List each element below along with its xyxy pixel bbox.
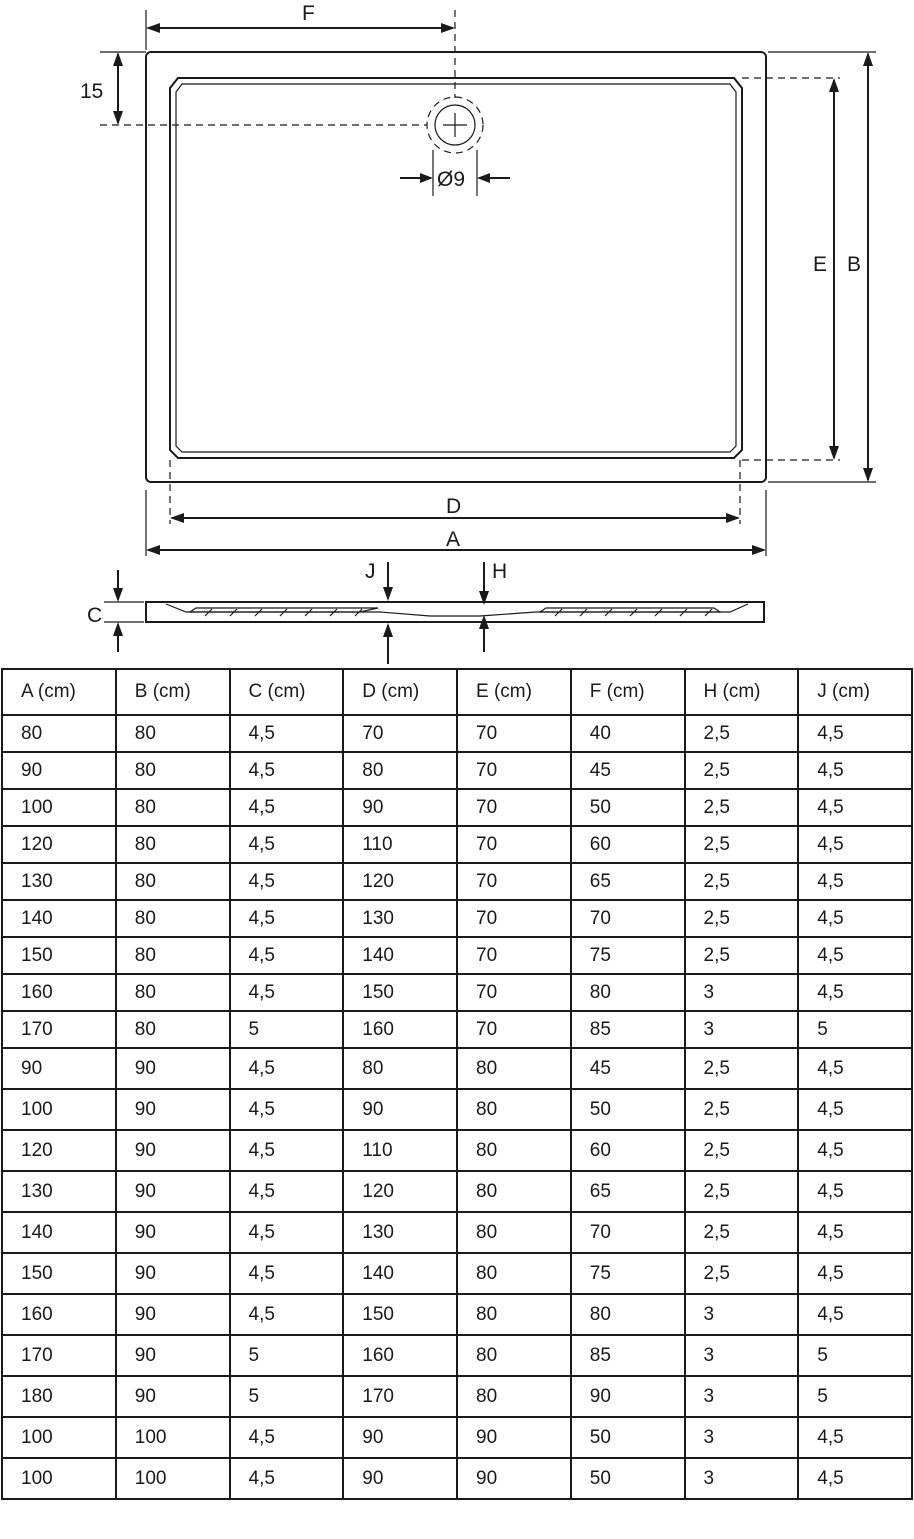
table-cell: 2,5 — [685, 900, 799, 937]
table-row — [2, 1376, 912, 1417]
table-cell: 90 — [116, 1089, 230, 1130]
technical-drawing — [0, 0, 914, 668]
table-cell: 90 — [116, 1376, 230, 1417]
table-cell: 170 — [2, 1011, 116, 1048]
table-cell: 90 — [116, 1171, 230, 1212]
table-cell: 120 — [2, 1130, 116, 1171]
table-cell: 150 — [2, 1253, 116, 1294]
table-cell: 2,5 — [685, 1048, 799, 1089]
table-cell: 4,5 — [230, 826, 344, 863]
col-header-H: H (cm) — [685, 669, 799, 715]
table-cell: 80 — [457, 1212, 571, 1253]
dim-label-D: D — [446, 495, 462, 518]
table-cell: 160 — [343, 1011, 457, 1048]
table-row — [2, 1458, 912, 1499]
table-cell: 4,5 — [798, 1212, 912, 1253]
table-cell: 80 — [343, 752, 457, 789]
table-cell: 100 — [2, 789, 116, 826]
table-cell: 40 — [571, 715, 685, 752]
dimension-15 — [80, 52, 427, 125]
table-cell: 70 — [571, 1212, 685, 1253]
table-row — [2, 752, 912, 789]
table-cell: 80 — [343, 1048, 457, 1089]
table-cell: 2,5 — [685, 863, 799, 900]
table-cell: 90 — [343, 1089, 457, 1130]
table-cell: 90 — [116, 1130, 230, 1171]
table-cell: 80 — [457, 1376, 571, 1417]
table-cell: 75 — [571, 1253, 685, 1294]
table-cell: 4,5 — [798, 1048, 912, 1089]
table-cell: 4,5 — [798, 900, 912, 937]
table-cell: 4,5 — [798, 752, 912, 789]
table-row — [2, 1130, 912, 1171]
table-cell: 130 — [2, 863, 116, 900]
dim-label-B: B — [847, 253, 862, 276]
table-cell: 4,5 — [798, 1130, 912, 1171]
table-row — [2, 1417, 912, 1458]
table-cell: 4,5 — [798, 789, 912, 826]
table-cell: 4,5 — [230, 1417, 344, 1458]
table-cell: 80 — [116, 789, 230, 826]
table-cell: 4,5 — [230, 789, 344, 826]
table-cell: 65 — [571, 863, 685, 900]
table-cell: 3 — [685, 974, 799, 1011]
table-cell: 2,5 — [685, 1253, 799, 1294]
table-cell: 90 — [116, 1253, 230, 1294]
table-cell: 3 — [685, 1417, 799, 1458]
table-row — [2, 1253, 912, 1294]
table-cell: 3 — [685, 1458, 799, 1499]
table-cell: 3 — [685, 1011, 799, 1048]
table-cell: 4,5 — [230, 974, 344, 1011]
col-header-E: E (cm) — [457, 669, 571, 715]
dim-label-J: J — [365, 560, 376, 583]
table-cell: 100 — [2, 1458, 116, 1499]
dim-label-F: F — [302, 2, 315, 25]
table-cell: 2,5 — [685, 715, 799, 752]
table-cell: 160 — [343, 1335, 457, 1376]
table-cell: 2,5 — [685, 937, 799, 974]
table-cell: 80 — [116, 752, 230, 789]
table-cell: 80 — [116, 826, 230, 863]
table-body — [2, 715, 912, 1499]
table-cell: 4,5 — [798, 826, 912, 863]
table-cell: 65 — [571, 1171, 685, 1212]
table-cell: 5 — [798, 1011, 912, 1048]
table-row — [2, 937, 912, 974]
table-cell: 4,5 — [230, 752, 344, 789]
table-cell: 50 — [571, 789, 685, 826]
table-cell: 130 — [343, 900, 457, 937]
table-cell: 170 — [343, 1376, 457, 1417]
table-cell: 140 — [2, 900, 116, 937]
table-cell: 4,5 — [798, 974, 912, 1011]
dim-label-H: H — [492, 560, 508, 583]
table-row — [2, 789, 912, 826]
table-cell: 4,5 — [798, 1458, 912, 1499]
drain-diameter-label: Ø9 — [437, 168, 466, 191]
table-cell: 80 — [116, 900, 230, 937]
table-cell: 4,5 — [230, 937, 344, 974]
table-row — [2, 715, 912, 752]
table-cell: 2,5 — [685, 1212, 799, 1253]
table-cell: 50 — [571, 1458, 685, 1499]
drain-symbol — [400, 97, 510, 196]
table-cell: 70 — [457, 863, 571, 900]
table-cell: 2,5 — [685, 752, 799, 789]
table-row — [2, 1011, 912, 1048]
table-cell: 130 — [2, 1171, 116, 1212]
table-row — [2, 974, 912, 1011]
table-cell: 5 — [230, 1335, 344, 1376]
table-cell: 90 — [457, 1417, 571, 1458]
table-cell: 4,5 — [230, 1130, 344, 1171]
col-header-J: J (cm) — [798, 669, 912, 715]
dim-label-A: A — [446, 528, 461, 551]
table-cell: 2,5 — [685, 1171, 799, 1212]
table-cell: 4,5 — [798, 1417, 912, 1458]
table-cell: 150 — [343, 1294, 457, 1335]
table-row — [2, 900, 912, 937]
table-cell: 110 — [343, 826, 457, 863]
table-cell: 120 — [343, 1171, 457, 1212]
table-cell: 70 — [571, 900, 685, 937]
table-cell: 4,5 — [230, 1458, 344, 1499]
table-cell: 150 — [2, 937, 116, 974]
table-cell: 80 — [116, 937, 230, 974]
table-cell: 4,5 — [798, 1253, 912, 1294]
table-cell: 75 — [571, 937, 685, 974]
table-cell: 70 — [343, 715, 457, 752]
table-cell: 80 — [457, 1171, 571, 1212]
table-cell: 4,5 — [230, 900, 344, 937]
table-cell: 4,5 — [798, 937, 912, 974]
table-cell: 5 — [230, 1376, 344, 1417]
table-cell: 80 — [457, 1253, 571, 1294]
table-cell: 70 — [457, 789, 571, 826]
table-cell: 45 — [571, 1048, 685, 1089]
table-row — [2, 1212, 912, 1253]
table-cell: 4,5 — [798, 1294, 912, 1335]
table-cell: 4,5 — [230, 863, 344, 900]
table-cell: 120 — [2, 826, 116, 863]
table-cell: 140 — [343, 1253, 457, 1294]
table-cell: 80 — [457, 1335, 571, 1376]
table-cell: 4,5 — [230, 1171, 344, 1212]
table-cell: 80 — [2, 715, 116, 752]
table-cell: 90 — [343, 1458, 457, 1499]
table-cell: 70 — [457, 752, 571, 789]
table-cell: 4,5 — [230, 1048, 344, 1089]
table-cell: 80 — [457, 1130, 571, 1171]
table-header-row — [2, 669, 912, 715]
table-cell: 90 — [343, 1417, 457, 1458]
table-cell: 3 — [685, 1335, 799, 1376]
table-cell: 70 — [457, 974, 571, 1011]
table-cell: 90 — [116, 1294, 230, 1335]
table-cell: 4,5 — [230, 1253, 344, 1294]
table-row — [2, 826, 912, 863]
table-cell: 3 — [685, 1294, 799, 1335]
table-cell: 60 — [571, 1130, 685, 1171]
dimensions-table — [1, 668, 913, 1500]
table-cell: 90 — [2, 752, 116, 789]
table-cell: 85 — [571, 1011, 685, 1048]
table-cell: 4,5 — [230, 1089, 344, 1130]
table-cell: 2,5 — [685, 1130, 799, 1171]
table-cell: 80 — [571, 1294, 685, 1335]
table-cell: 80 — [571, 974, 685, 1011]
table-cell: 4,5 — [798, 715, 912, 752]
table-row — [2, 1089, 912, 1130]
table-cell: 90 — [2, 1048, 116, 1089]
tray-top-view — [146, 52, 766, 482]
table-cell: 120 — [343, 863, 457, 900]
col-header-D: D (cm) — [343, 669, 457, 715]
table-cell: 70 — [457, 937, 571, 974]
table-cell: 90 — [116, 1335, 230, 1376]
col-header-C: C (cm) — [230, 669, 344, 715]
table-cell: 4,5 — [798, 863, 912, 900]
table-cell: 110 — [343, 1130, 457, 1171]
table-cell: 180 — [2, 1376, 116, 1417]
dim-label-15: 15 — [80, 80, 104, 103]
table-cell: 130 — [343, 1212, 457, 1253]
table-cell: 70 — [457, 900, 571, 937]
dim-label-E: E — [813, 253, 828, 276]
table-row — [2, 1294, 912, 1335]
table-cell: 100 — [2, 1417, 116, 1458]
table-cell: 4,5 — [798, 1089, 912, 1130]
table-cell: 4,5 — [230, 715, 344, 752]
table-cell: 90 — [116, 1048, 230, 1089]
table-cell: 3 — [685, 1376, 799, 1417]
table-cell: 4,5 — [230, 1294, 344, 1335]
table-cell: 160 — [2, 974, 116, 1011]
dim-label-C: C — [87, 604, 103, 627]
table-cell: 140 — [2, 1212, 116, 1253]
table-cell: 90 — [571, 1376, 685, 1417]
table-cell: 90 — [116, 1212, 230, 1253]
dimension-E-B — [742, 52, 876, 482]
table-cell: 70 — [457, 1011, 571, 1048]
table-cell: 80 — [457, 1089, 571, 1130]
table-cell: 50 — [571, 1089, 685, 1130]
col-header-B: B (cm) — [116, 669, 230, 715]
table-cell: 45 — [571, 752, 685, 789]
table-cell: 70 — [457, 715, 571, 752]
table-cell: 2,5 — [685, 826, 799, 863]
table-cell: 160 — [2, 1294, 116, 1335]
table-cell: 5 — [798, 1335, 912, 1376]
table-cell: 100 — [116, 1417, 230, 1458]
table-cell: 80 — [116, 974, 230, 1011]
tray-side-profile — [87, 560, 764, 664]
col-header-A: A (cm) — [2, 669, 116, 715]
table-cell: 2,5 — [685, 1089, 799, 1130]
table-cell: 4,5 — [798, 1171, 912, 1212]
table-cell: 80 — [116, 863, 230, 900]
table-cell: 4,5 — [230, 1212, 344, 1253]
dimension-D-A — [146, 460, 766, 556]
table-cell: 80 — [116, 715, 230, 752]
col-header-F: F (cm) — [571, 669, 685, 715]
table-cell: 150 — [343, 974, 457, 1011]
table-cell: 100 — [2, 1089, 116, 1130]
table-cell: 85 — [571, 1335, 685, 1376]
table-cell: 100 — [116, 1458, 230, 1499]
table-cell: 70 — [457, 826, 571, 863]
table-cell: 60 — [571, 826, 685, 863]
table-cell: 140 — [343, 937, 457, 974]
table-cell: 5 — [798, 1376, 912, 1417]
table-row — [2, 863, 912, 900]
table-cell: 90 — [343, 789, 457, 826]
table-row — [2, 1335, 912, 1376]
table-cell: 50 — [571, 1417, 685, 1458]
table-cell: 80 — [457, 1294, 571, 1335]
table-cell: 2,5 — [685, 789, 799, 826]
table-cell: 170 — [2, 1335, 116, 1376]
table-cell: 90 — [457, 1458, 571, 1499]
table-cell: 5 — [230, 1011, 344, 1048]
table-cell: 80 — [457, 1048, 571, 1089]
table-row — [2, 1171, 912, 1212]
table-cell: 80 — [116, 1011, 230, 1048]
table-row — [2, 1048, 912, 1089]
